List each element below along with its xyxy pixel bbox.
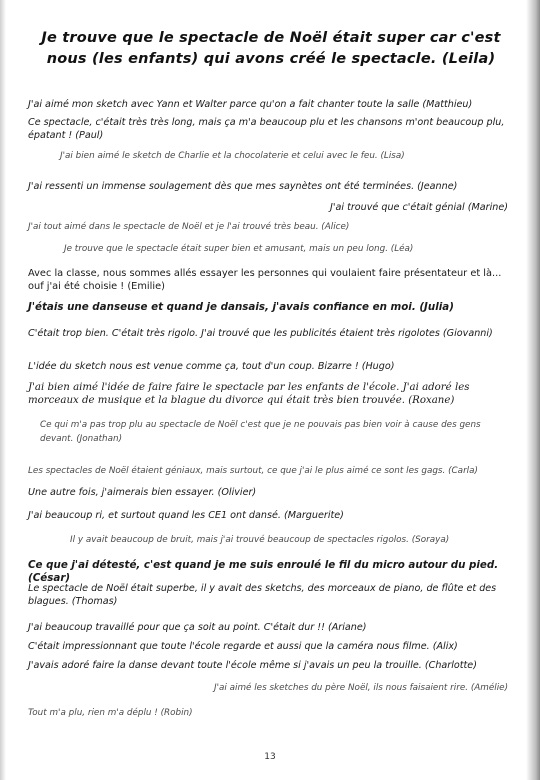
quote-alice: J'ai tout aimé dans le spectacle de Noël et je l'ai trouvé très beau. (Alice) — [28, 222, 350, 232]
quote-carla: Les spectacles de Noël étaient géniaux, mais surtout, ce que j'ai le plus aimé ce sont les gags. (Carla) — [28, 466, 478, 476]
quote-giovanni: C'était trop bien. C'était très rigolo. J'ai trouvé que les publicités étaient très rigolotes (Giovanni) — [28, 328, 493, 339]
quote-hugo: L'idée du sketch nous est venue comme ça, tout d'un coup. Bizarre ! (Hugo) — [28, 361, 395, 372]
quote-jeanne: J'ai ressenti un immense soulagement dès que mes saynètes ont été terminées. (Jeanne) — [28, 181, 458, 192]
quote-soraya: Il y avait beaucoup de bruit, mais j'ai trouvé beaucoup de spectacles rigolos. (Soraya) — [70, 535, 450, 545]
quote-julia: J'étais une danseuse et quand je dansais, j'avais confiance en moi. (Julia) — [28, 301, 454, 313]
page-number: 13 — [264, 752, 276, 762]
quote-olivier: Une autre fois, j'aimerais bien essayer. (Olivier) — [28, 487, 257, 498]
quote-ariane: J'ai beaucoup travaillé pour que ça soit au point. C'était dur !! (Ariane) — [28, 622, 367, 633]
quote-cesar: Ce que j'ai détesté, c'est quand je me suis enroulé le fil du micro autour du pied. (César) — [28, 559, 499, 584]
quote-matthieu: J'ai aimé mon sketch avec Yann et Walter parce qu'on a fait chanter toute la salle (Matthieu) — [28, 99, 473, 110]
quote-jonathan: Ce qui m'a pas trop plu au spectacle de Noël c'est que je ne pouvais pas bien voir à cause des gens devant. (Jonathan) — [40, 420, 481, 444]
quote-emilie: Avec la classe, nous sommes allés essayer les personnes qui voulaient faire présentateur et là... ouf j'ai été choisie ! (Emilie) — [28, 268, 502, 292]
quote-marine: J'ai trouvé que c'était génial (Marine) — [330, 202, 508, 213]
quote-amelie: J'ai aimé les sketches du père Noël, ils nous faisaient rire. (Amélie) — [213, 683, 508, 693]
quote-robin: Tout m'a plu, rien m'a déplu ! (Robin) — [28, 708, 193, 718]
page-title: Je trouve que le spectacle de Noël était super car c'est nous (les enfants) qui avons créé le spectacle. (Leila) — [41, 30, 501, 67]
page-right-edge — [526, 0, 540, 780]
page-left-edge — [0, 0, 6, 780]
quote-roxane: J'ai bien aimé l'idée de faire faire le spectacle par les enfants de l'école. J'ai adoré les morceaux de musique et la blague du divorce qui était très bien trouvée. (Roxane) — [28, 382, 470, 406]
quote-lea: Je trouve que le spectacle était super bien et amusant, mais un peu long. (Léa) — [64, 244, 414, 254]
quote-lisa: J'ai bien aimé le sketch de Charlie et la chocolaterie et celui avec le feu. (Lisa) — [60, 151, 405, 161]
quote-marguerite: J'ai beaucoup ri, et surtout quand les CE1 ont dansé. (Marguerite) — [28, 510, 344, 521]
quote-alix: C'était impressionnant que toute l'école regarde et aussi que la caméra nous filme. (Alix) — [28, 641, 458, 652]
quote-paul: Ce spectacle, c'était très très long, mais ça m'a beaucoup plu et les chansons m'ont beaucoup plu, épatant ! (Paul) — [28, 117, 505, 141]
quote-thomas: Le spectacle de Noël était superbe, il y avait des sketchs, des morceaux de piano, de flûte et des blagues. (Thomas) — [28, 583, 497, 607]
quote-charlotte: J'avais adoré faire la danse devant toute l'école même si j'avais un peu la trouille. (Charlotte) — [28, 660, 477, 671]
